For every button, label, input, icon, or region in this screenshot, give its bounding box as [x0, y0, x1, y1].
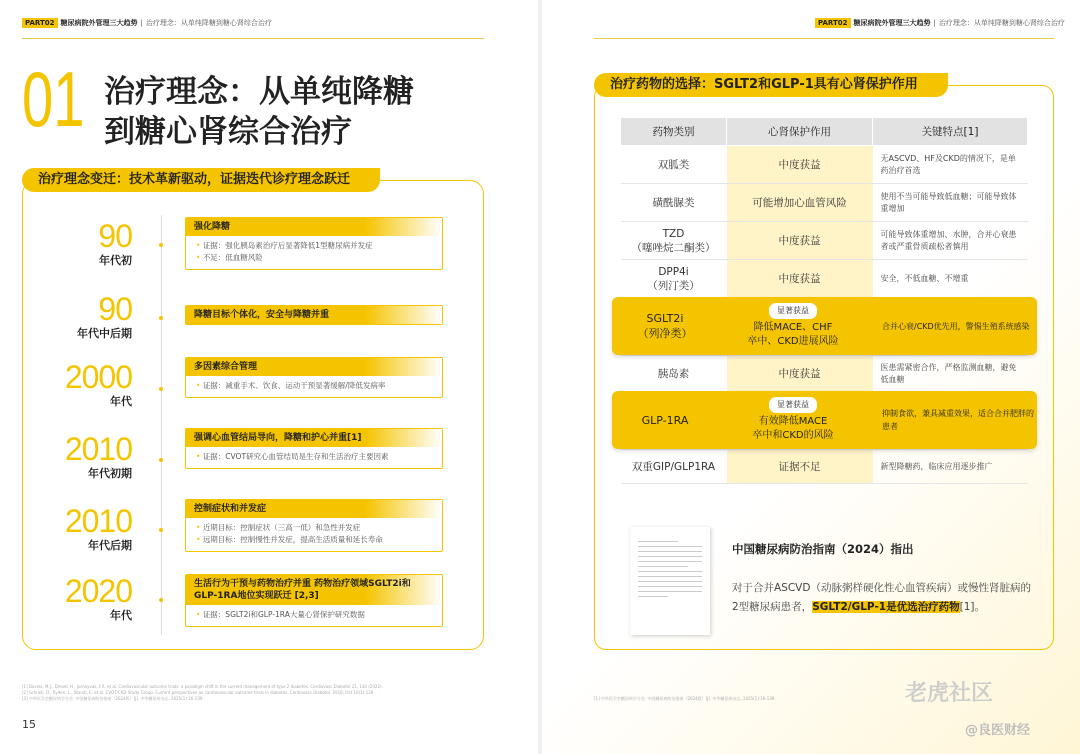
drug-class-cell: 磺酰脲类: [621, 184, 727, 222]
table-row: [621, 450, 1028, 484]
timeline-card: [185, 357, 443, 398]
card-bullet: • 证据：SGLT2i和GLP-1RA大量心肾保护研究数据: [196, 609, 432, 621]
watermark-sub: @良医财经: [965, 723, 1031, 738]
col-header: 关键特点[1]: [873, 118, 1028, 146]
drug-class-cell: GLP-1RA: [641, 413, 689, 427]
card-bullet: • 不足：低血糖风险: [196, 252, 432, 264]
era-label: [58, 505, 132, 553]
chapter-number: 01: [22, 55, 85, 143]
protection-cell: 中度获益: [727, 260, 873, 298]
drug-class-cell: TZD （噻唑烷二酮类）: [621, 222, 727, 260]
drug-class-cell: DPP4i （列汀类）: [621, 260, 727, 298]
drug-class-cell: 双胍类: [621, 146, 727, 184]
era-label: [58, 293, 132, 341]
card-bullet: • 远期目标：控制慢性并发症，提高生活质量和延长寿命: [196, 534, 432, 546]
header-divider: [594, 38, 1054, 39]
timeline-dot: [159, 458, 163, 462]
header-section: 糖尿病院外管理三大趋势: [60, 19, 138, 27]
card-bullet: • 证据：CVOT研究心血管结局是生存和生活治疗主要因素: [196, 451, 432, 463]
part-tag: PART02: [22, 18, 58, 28]
era-number: 2010: [64, 503, 132, 539]
footnote: [2] Schnell, O., Ryden, L., Standl, E. et al. CVOT/CKD Study Group: Current perspectives on cardiovascular outcome trials in diabetes. Cardiovasc Diabetol. 2016; Oct 10(1):139.: [22, 690, 375, 695]
feature-cell: 合并心衰/CKD优先用，警惕生殖系统感染: [882, 321, 1030, 331]
left-header: PART02 糖尿病院外管理三大趋势 | 治疗理念：从单纯降糖到糖心肾综合治疗: [22, 18, 272, 28]
drug-class-cell: 胰岛素: [621, 356, 727, 392]
timeline-axis: [161, 215, 162, 635]
benefit-badge: 显著获益: [769, 303, 817, 319]
highlight-row: [612, 297, 1037, 355]
protection-cell: 中度获益: [727, 356, 873, 392]
header-section: 糖尿病院外管理三大趋势: [853, 19, 931, 27]
guideline-text-pre: 对于合并ASCVD（动脉粥样硬化性心血管疾病）或慢性肾脏病的2型糖尿病患者，: [732, 582, 1031, 613]
era-label: [58, 361, 132, 409]
era-label: [58, 575, 132, 623]
card-bullet: • 近期目标：控制症状（三高一低）和急性并发症: [196, 522, 432, 534]
card-title: 多因素综合管理: [186, 358, 442, 376]
feature-cell: 使用不当可能导致低血糖；可能导致体重增加: [873, 184, 1028, 222]
era-text: 年代后期: [88, 539, 132, 552]
feature-cell: 安全，不低血糖、不增重: [873, 260, 1028, 298]
timeline-card: [185, 217, 443, 270]
drug-class-cell: SGLT2i （列净类）: [637, 312, 693, 340]
feature-cell: 新型降糖药，临床应用逐步推广: [873, 450, 1028, 484]
guideline-title: 中国糖尿病防治指南（2024）指出: [732, 542, 914, 556]
protection-text: 降低MACE、CHF 卒中、CKD进展风险: [747, 322, 839, 347]
drug-class-cell: 双重GIP/GLP1RA: [621, 450, 727, 484]
era-number: 90: [98, 291, 132, 327]
title-line-1: 治疗理念：从单纯降糖: [104, 74, 414, 110]
timeline-card: [185, 574, 443, 627]
feature-cell: 可能导致体重增加、水肿，合并心衰患者或严重骨质疏松者慎用: [873, 222, 1028, 260]
table-row: [621, 356, 1028, 392]
card-title: 生活行为干预与药物治疗并重 药物治疗领域SGLT2i和GLP-1RA地位实现跃迁 [2,3]: [186, 575, 442, 605]
header-divider: [22, 38, 484, 39]
guideline-highlight: SGLT2/GLP-1是优选治疗药物: [812, 601, 960, 613]
era-text: 年代初期: [88, 467, 132, 480]
timeline-card: [185, 428, 443, 469]
era-text: 年代中后期: [77, 327, 132, 340]
header-subtitle: 治疗理念：从单纯降糖到糖心肾综合治疗: [145, 19, 272, 27]
protection-cell: 中度获益: [727, 146, 873, 184]
card-title: 强调心血管结局导向，降糖和护心并重[1]: [186, 429, 442, 447]
guideline-text: [732, 579, 1032, 617]
table-row: [621, 260, 1028, 298]
protection-cell: 中度获益: [727, 222, 873, 260]
guideline-text-post: [1]。: [959, 601, 985, 613]
era-number: 2020: [64, 573, 132, 609]
protection-text: 有效降低MACE 卒中和CKD的风险: [752, 416, 834, 441]
timeline-dot: [159, 243, 163, 247]
card-title: 强化降糖: [186, 218, 442, 236]
feature-cell: 无ASCVD、HF及CKD的情况下，是单药治疗首选: [873, 146, 1028, 184]
footnote: [1] Davies, M.J., Drexel, H., Jornayvaz, F.R. et al. Cardiovascular outcome trials: a paradigm shift in the current management of type 2 diabetes. Cardiovasc Diabetol 21, 144 (2022).: [22, 684, 383, 689]
protection-cell: 证据不足: [727, 450, 873, 484]
right-header: PART02 糖尿病院外管理三大趋势 | 治疗理念：从单纯降糖到糖心肾综合治疗: [815, 18, 1065, 28]
era-text: 年代初: [99, 254, 132, 267]
timeline-section-label: 治疗理念变迁：技术革新驱动，证据迭代诊疗理念跃迁: [22, 168, 380, 192]
era-number: 2010: [64, 431, 132, 467]
protection-cell: [718, 303, 868, 349]
drug-section-label: 治疗药物的选择：SGLT2和GLP-1具有心肾保护作用: [594, 73, 948, 97]
timeline-dot: [159, 528, 163, 532]
era-number: 90: [98, 218, 132, 254]
page-number: 15: [22, 718, 36, 731]
timeline-card: [185, 499, 443, 552]
era-label: [58, 220, 132, 268]
title-line-2: 到糖心肾综合治疗: [104, 114, 352, 150]
timeline-dot: [159, 387, 163, 391]
era-number: 2000: [64, 359, 132, 395]
col-header: 药物类别: [621, 118, 727, 146]
card-bullet: • 证据：减重手术、饮食、运动干预显著缓解/降低发病率: [196, 380, 432, 392]
left-footnotes: [22, 684, 462, 702]
table-row: [621, 146, 1028, 184]
highlight-row: [612, 391, 1037, 449]
table-row: [621, 184, 1028, 222]
benefit-badge: 显著获益: [769, 397, 817, 413]
right-footnote: [1] 中华医学会糖尿病学分会. 中国糖尿病防治指南（2024版）[J]. 中华糖尿病杂志, 2025(1):16-139.: [594, 696, 776, 701]
feature-cell: 医患需紧密合作，严格监测血糖，避免低血糖: [873, 356, 1028, 392]
protection-cell: [718, 397, 868, 443]
page-title: [104, 72, 414, 152]
table-row: [621, 222, 1028, 260]
watermark-main: 老虎社区: [905, 681, 994, 706]
footnote: [3] 中华医学会糖尿病学分会. 中国糖尿病防治指南（2024版）[J]. 中华糖尿病杂志, 2025(1):16-139.: [22, 696, 204, 701]
card-title: 控制症状和并发症: [186, 500, 442, 518]
timeline-card: [185, 305, 443, 325]
card-bullet: • 证据：强化胰岛素治疗后显著降低1型糖尿病并发症: [196, 240, 432, 252]
timeline-dot: [159, 598, 163, 602]
protection-cell: 可能增加心血管风险: [727, 184, 873, 222]
col-header: 心肾保护作用: [727, 118, 873, 146]
era-text: 年代: [110, 395, 132, 408]
timeline-dot: [159, 316, 163, 320]
guideline-thumbnail: [630, 527, 710, 635]
card-title: 降糖目标个体化，安全与降糖并重: [186, 306, 442, 324]
feature-cell: 抑制食欲，兼具减重效果，适合合并肥胖的患者: [882, 409, 1034, 431]
header-subtitle: 治疗理念：从单纯降糖到糖心肾综合治疗: [938, 19, 1065, 27]
era-label: [58, 433, 132, 481]
part-tag: PART02: [815, 18, 851, 28]
era-text: 年代: [110, 609, 132, 622]
